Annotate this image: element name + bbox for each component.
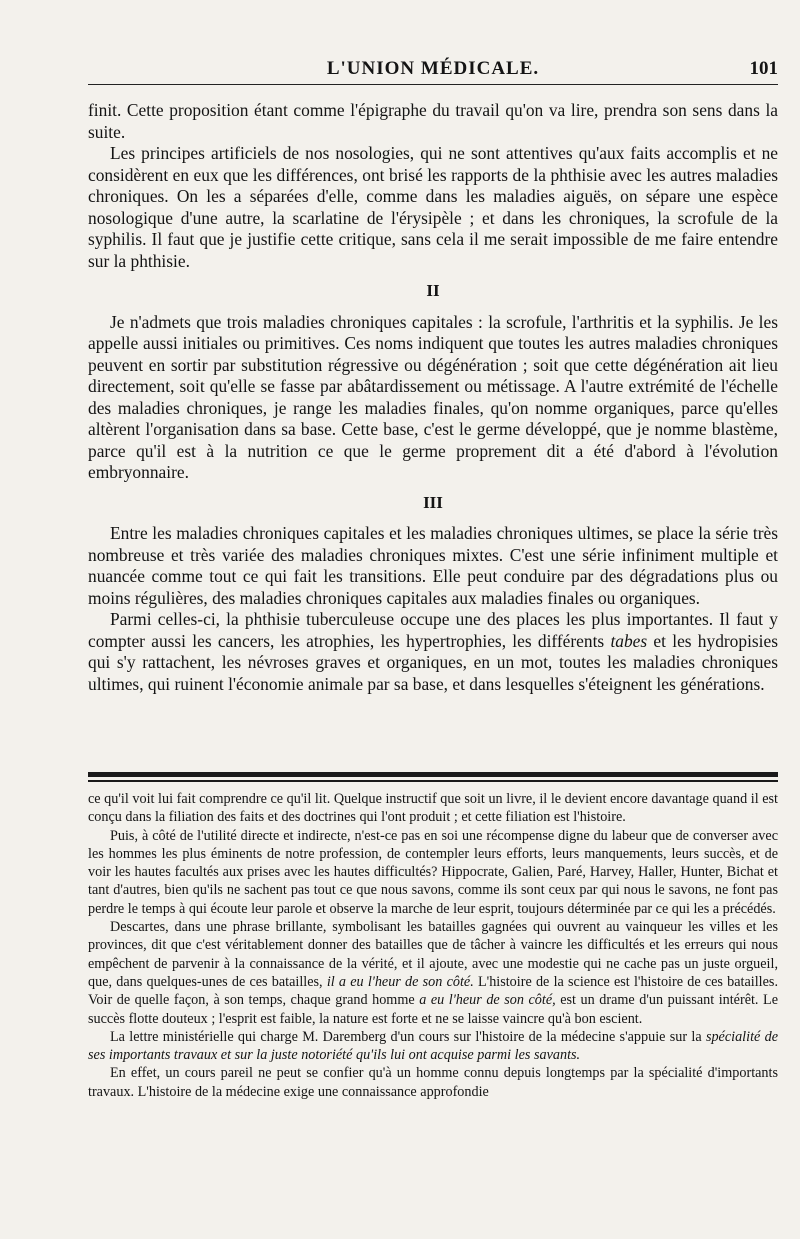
f3-text-b: L'histoire de la science est l'histoire de ces batailles. Voir de quelle façon, à son temps, chaque grand homme <box>88 973 778 1009</box>
feuilleton-paragraph-2: Puis, à côté de l'utilité directe et indirecte, n'est-ce pas en soi une récompense digne du labeur que de converser avec les hommes les plus éminents de notre profession, de contempler leurs efforts, leurs manquements, leurs succès, et de voir les hautes facultés aux prises avec les hautes difficultés? Hippocrate, Galien, Paré, Harvey, Haller, Hunter, Bichat et tant d'autres, bien qu'ils ne sachent pas tout ce que nous savons, comme ils sont ceux par qui nous le savons, ne font pas perdre le temps à qui écoute leur parole et observe la marche de leur esprit, toujours déterminée par ce qui les a précédés. <box>88 827 778 917</box>
feuilleton-paragraph-3 <box>88 918 778 1028</box>
article-paragraph-5 <box>88 609 778 695</box>
running-title: L'UNION MÉDICALE. <box>326 58 540 79</box>
page-number: 101 <box>749 58 778 79</box>
article-paragraph-1: finit. Cette proposition étant comme l'épigraphe du travail qu'on va lire, prendra son sens dans la suite. <box>88 100 778 142</box>
section-number-2: II <box>426 281 440 300</box>
feuilleton-paragraph-1: ce qu'il voit lui fait comprendre ce qu'il lit. Quelque instructif que soit un livre, il le devient encore davantage quand il est conçu dans la filiation des faits et des doctrines qui l'ont produit ; et cette filiation est l'histoire. <box>88 791 778 826</box>
feuilleton-divider-thick <box>88 772 778 777</box>
article-body <box>88 100 778 695</box>
article-paragraph-2: Les principes artificiels de nos nosologies, qui ne sont attentives qu'aux faits accomplis et ne considèrent en eux que les différences, ont brisé les rapports de la phthisie avec les autres maladies chroniques. On les a séparées d'elle, comme dans les maladies aiguës, on sépare une espèce nosologique d'une autre, la scarlatine de l'érysipèle ; et dans les chroniques, la scrofule de la syphilis. Il faut que je justifie cette critique, sans cela il me serait impossible de me faire entendre sur la phthisie. <box>88 143 778 271</box>
p5-text-start: Parmi celles-ci, la phthisie tuberculeuse occupe une des places les plus importantes. Il faut y compter aussi les cancers, les atrophies, les hypertrophies, les différents <box>88 609 778 651</box>
feuilleton-paragraph-4 <box>88 1028 778 1065</box>
article-paragraph-3: Je n'admets que trois maladies chroniques capitales : la scrofule, l'arthritis et la syphilis. Je les appelle aussi initiales ou primitives. Ces noms indiquent que toutes les autres maladies chroniques peuvent en sortir par substitution régressive ou dégénération ; soit que cette dégénération ait lieu directement, soit qu'elle se fasse par abâtardissement ou métissage. A l'autre extrémité de l'échelle des maladies chroniques, je range les maladies finales, qu'on nomme organiques, parce qu'elles altèrent l'organisation dans sa base. Cette base, c'est le germe développé, que je nomme blastème, parce qu'il est à la nutrition ce que le germe proprement dit a été d'abord à l'évolution embryonnaire. <box>88 311 778 482</box>
f3-italic-2: a eu l'heur de son côté, <box>419 992 556 1009</box>
page-header <box>88 54 778 85</box>
section-number-3: III <box>423 492 443 512</box>
article-paragraph-4: Entre les maladies chroniques capitales et les maladies chroniques ultimes, se place la série très nombreuse et très variée des maladies chroniques mixtes. C'est une série infiniment multiple et nuancée comme tout ce qui fait les transitions. Elle peut conduire par des dégradations plus ou moins régulières, des maladies chroniques capitales aux maladies finales ou organiques. <box>88 523 778 608</box>
p5-italic-tabes: tabes <box>610 630 648 651</box>
f4-italic: spécialité de ses importants travaux et sur la juste notoriété qu'ils lui ont acquise parmi les savants. <box>88 1028 778 1064</box>
feuilleton-divider-thin <box>88 780 778 782</box>
f3-text-c: est un drame d'un puissant intérêt. Le succès flotte douteux ; l'esprit est faible, la nature est forte et ne se laisse vaincre qu'à bon escient. <box>88 992 778 1027</box>
f3-text-a: Descartes, dans une phrase brillante, symbolisant les batailles gagnées qui ouvrent au vainqueur les villes et les provinces, dit que c'est véritablement donner des batailles que de tâcher à vaincre les difficultés et les erreurs qui nous empêchent de parvenir à la connaissance de la vérité, et il ajoute, avec une modestie qui ne cache pas un juste orgueil, que, dans quelques-unes de ces batailles, <box>88 919 778 990</box>
feuilleton-paragraph-5: En effet, un cours pareil ne peut se confier qu'à un homme connu depuis longtemps par la spécialité d'importants travaux. L'histoire de la médecine exige une connaissance approfondie <box>88 1065 778 1100</box>
p5-text-end: et les hydropisies qui s'y rattachent, les névroses graves et organiques, en un mot, toutes les maladies chroniques ultimes, qui ruinent l'économie animale par sa base, et dans lesquelles s'éteignent les générations. <box>88 630 778 694</box>
feuilleton-body <box>88 790 778 1101</box>
f4-text-a: La lettre ministérielle qui charge M. Daremberg d'un cours sur l'histoire de la médecine s'appuie sur la <box>110 1028 706 1045</box>
f3-italic-1: il a eu l'heur de son côté. <box>326 973 474 990</box>
